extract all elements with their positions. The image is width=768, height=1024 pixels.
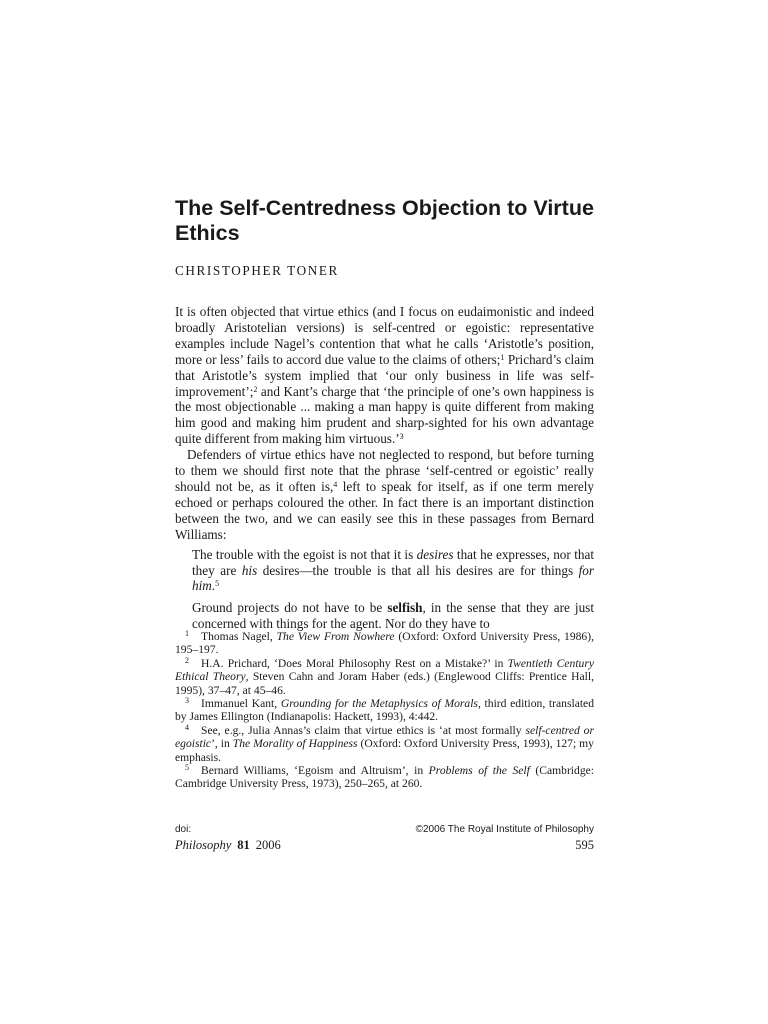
doi-row <box>175 824 594 835</box>
copyright-notice: ©2006 The Royal Institute of Philosophy <box>415 824 594 835</box>
article-body <box>175 304 594 632</box>
block-quote-2 <box>175 600 594 632</box>
journal-name: Philosophy <box>175 838 232 852</box>
footnote-italic: Twentieth Century Ethical Theory <box>175 656 594 684</box>
footnote-text: , Steven Cahn and Joram Haber (eds.) (Englewood Cliffs: Prentice Hall, 1995), 37–47, at 45–46. <box>175 670 594 697</box>
paragraph-1-text-b: Prichard’s claim that Aristotle’s system implied that ‘our only business in life was self-improvement’; <box>175 351 594 399</box>
footnote-ref-3: 3 <box>399 432 404 442</box>
footnote-text: , third edition, translated by James Ellington (Indianapolis: Hackett, 1993), 4:442. <box>175 697 595 724</box>
journal-citation <box>175 838 281 853</box>
article-title: The Self-Centredness Objection to Virtue Ethics <box>175 196 594 245</box>
block-quote-1 <box>175 547 594 595</box>
footnote-ref-5: 5 <box>215 579 220 589</box>
footnote-text: Bernard Williams, ‘Egoism and Altruism’, in <box>201 764 429 778</box>
footnote-number: 4 <box>185 722 189 732</box>
footnote-ref-4: 4 <box>333 479 338 489</box>
quote-1-text-c: desires—the trouble is that all his desires are for things <box>257 562 579 578</box>
footnote-italic: self-centred or egoistic <box>175 723 594 751</box>
footnote-2 <box>175 657 594 697</box>
quote-2-text-b: , in the sense that they are just concerned with things for the agent. Nor do they have to <box>192 600 594 632</box>
footnote-text: H.A. Prichard, ‘Does Moral Philosophy Rest on a Mistake?’ in <box>201 656 508 670</box>
footnote-number: 2 <box>185 655 189 665</box>
footnote-number: 1 <box>185 629 189 638</box>
footnote-text: (Cambridge: Cambridge University Press, 1973), 250–265, at 260. <box>175 764 594 791</box>
footnote-italic: The View From Nowhere <box>276 630 395 643</box>
paragraph-1-text-c: and Kant’s charge that ‘the principle of one’s own happiness is the most objectionable ... making a man happy is quite different from making him good and making him prudent and sharp-sighted for his own advantage quite different from making him virtuous.’ <box>175 383 594 447</box>
footnote-text: (Oxford: Oxford University Press, 1986), 195–197. <box>175 630 594 657</box>
journal-year: 2006 <box>255 838 281 852</box>
quote-1-text-d: . <box>211 578 216 594</box>
footnote-text: Thomas Nagel, <box>201 630 277 643</box>
doi-label: doi: <box>175 824 192 835</box>
footnote-italic: Grounding for the Metaphysics of Morals <box>280 697 478 711</box>
quote-1-for-him: for him <box>192 562 594 594</box>
footnote-1 <box>175 630 594 657</box>
footnote-italic: The Morality of Happiness <box>232 737 358 751</box>
quote-1-text-a: The trouble with the egoist is not that it is <box>192 546 417 562</box>
paragraph-2-text-a: Defenders of virtue ethics have not neglected to respond, but before turning to them we should first note that the phrase ‘self-centred or egoistic’ really should not be, as it often is, <box>175 447 594 494</box>
quote-2-selfish: selfish <box>387 600 423 616</box>
author-name: CHRISTOPHER TONER <box>175 263 339 278</box>
footnote-ref-2: 2 <box>253 384 258 394</box>
footnote-number: 5 <box>185 763 189 773</box>
footnote-italic: Problems of the Self <box>428 764 530 778</box>
footnote-text: Immanuel Kant, <box>201 697 281 711</box>
quote-1-text-b: that he expresses, nor that they are <box>192 546 594 578</box>
quote-1-his: his <box>241 562 258 578</box>
footnote-text: (Oxford: Oxford University Press, 1993), 127; my emphasis. <box>175 737 594 764</box>
footnote-text: ’, in <box>211 737 233 751</box>
quote-2-text-a: Ground projects do not have to be <box>192 600 388 616</box>
footnote-number: 3 <box>185 696 189 706</box>
journal-footer <box>175 838 594 853</box>
footnote-ref-1: 1 <box>500 352 505 362</box>
quote-1-desires: desires <box>416 546 454 562</box>
footnote-4 <box>175 724 594 764</box>
paragraph-1-text-a: It is often objected that virtue ethics (and I focus on eudaimonistic and indeed broadly Aristotelian versions) is self-centred or egoistic: representative examples include Nagel’s contention that what he calls ‘Aristotle’s position, more or less’ fails to accord due value to the claims of others; <box>175 304 594 367</box>
footnote-text: See, e.g., Julia Annas’s claim that virtue ethics is ‘at most formally <box>201 723 526 737</box>
footnote-5 <box>175 764 594 791</box>
footnote-3 <box>175 697 594 724</box>
footnotes <box>175 630 594 791</box>
paragraph-2-text-b: left to speak for itself, as if one term merely echoed or perhaps coloured the other. In fact there is an important distinction between the two, and we can easily see this in these passages from Bernard Williams: <box>175 478 594 542</box>
journal-volume: 81 <box>237 838 250 852</box>
page-number: 595 <box>575 838 594 852</box>
paragraph-1 <box>175 304 594 447</box>
paragraph-2 <box>175 447 594 542</box>
